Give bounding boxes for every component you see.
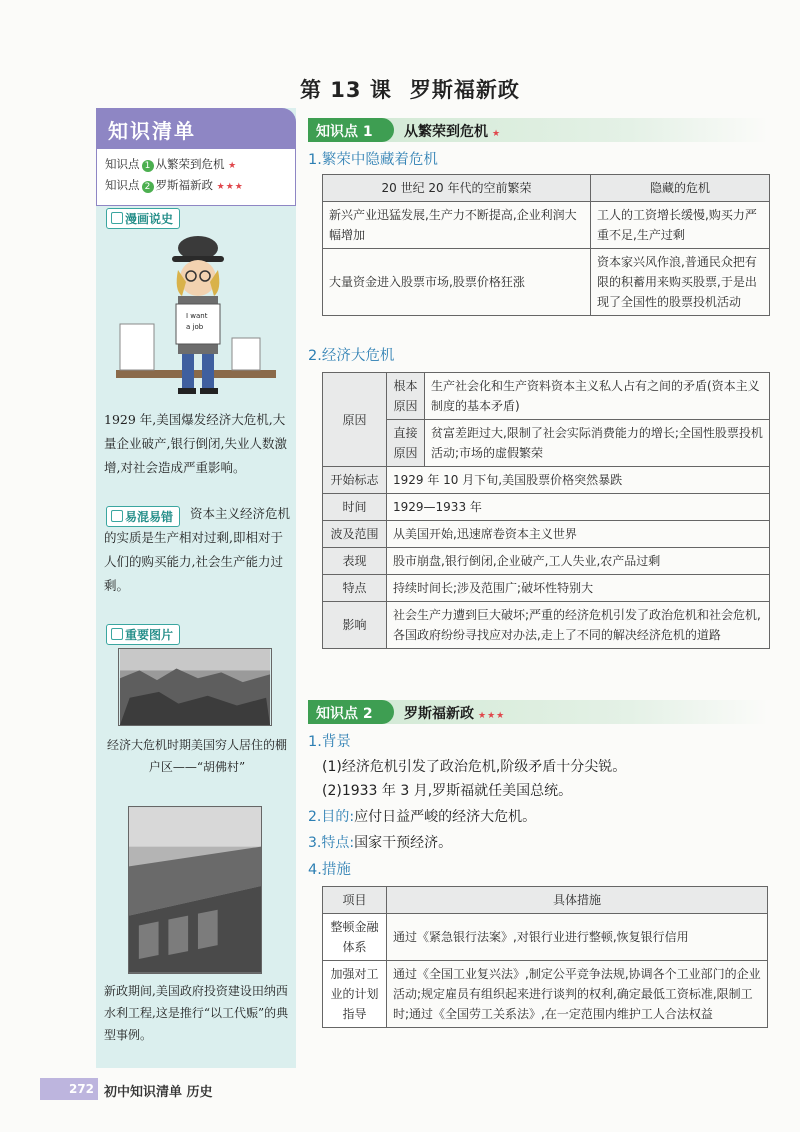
star-icon: ★ (228, 161, 238, 171)
table-cell: 从美国开始,迅速席卷资本主义世界 (387, 521, 770, 548)
kp2-section-1-title: 1.背景 (308, 734, 351, 750)
table-cell: 生产社会化和生产资料资本主义私人占有之间的矛盾(资本主义制度的基本矛盾) (425, 373, 770, 420)
table-row (323, 961, 768, 1028)
sign-left (120, 324, 154, 370)
bench (116, 370, 276, 378)
comic-text: 1929 年,美国爆发经济大危机,大量企业破产,银行倒闭,失业人数激增,对社会造成严重影响。 (104, 412, 287, 475)
table-label-cell: 开始标志 (323, 467, 387, 494)
kp2-background-2: (2)1933 年 3 月,罗斯福就任美国总统。 (322, 783, 573, 799)
comic-tag-label: 漫画说史 (125, 212, 174, 226)
table-row (323, 373, 770, 420)
table-cell: 1929 年 10 月下旬,美国股票价格突然暴跌 (387, 467, 770, 494)
table-great-depression (322, 372, 770, 649)
kp-text: 从繁荣到危机 (155, 157, 225, 171)
kp-text: 罗斯福新政 (155, 178, 213, 192)
table-label-cell: 原因 (323, 373, 387, 467)
kp2-background-1: (1)经济危机引发了政治危机,阶级矛盾十分尖锐。 (322, 759, 627, 775)
kp1-section-2-title: 2.经济大危机 (308, 348, 395, 364)
table-header-row (323, 887, 768, 914)
sidebar-heading: 知识清单 (96, 108, 296, 148)
table-header-cell: 20 世纪 20 年代的空前繁荣 (323, 175, 591, 202)
sign-right (232, 338, 260, 370)
table-label-cell: 波及范围 (323, 521, 387, 548)
table-label-cell: 时间 (323, 494, 387, 521)
comic-tag (106, 208, 180, 229)
table-cell: 社会生产力遭到巨大破坏;严重的经济危机引发了政治危机和社会危机,各国政府纷纷寻找应对办法,走上了不同的解决经济危机的道路 (387, 602, 770, 649)
sign-line-2: a job (186, 323, 204, 331)
table-row (323, 202, 770, 249)
table-cell: 股市崩盘,银行倒闭,企业破产,工人失业,农产品过剩 (387, 548, 770, 575)
lesson-number: 第 13 课 (300, 78, 392, 102)
page-title (300, 74, 600, 104)
photo-hooverville (118, 648, 272, 726)
kp2-feature (308, 832, 452, 852)
confuse-text: 资本主义经济危机的实质是生产相对过剩,即相对于人们的购买能力,社会生产能力过剩。 (104, 506, 291, 593)
sidebar-kp-item[interactable] (105, 155, 287, 176)
kp2-goal-text: 应付日益严峻的经济大危机。 (354, 809, 537, 825)
kp2-badge: 知识点 2 (308, 700, 394, 724)
page-number: 272 (40, 1078, 98, 1100)
lesson-title: 罗斯福新政 (409, 78, 520, 102)
table-cell: 持续时间长;涉及范围广;破坏性特别大 (387, 575, 770, 602)
table-row (323, 420, 770, 467)
table-label-cell: 影响 (323, 602, 387, 649)
table-label-cell: 加强对工业的计划指导 (323, 961, 387, 1028)
table-cell: 工人的工资增长缓慢,购买力严重不足,生产过剩 (591, 202, 770, 249)
table-row (323, 602, 770, 649)
table-header-row (323, 175, 770, 202)
table-sublabel-cell: 根本原因 (387, 373, 425, 420)
face-icon (180, 260, 216, 296)
page-footer (40, 1078, 340, 1100)
table-row (323, 914, 768, 961)
sign-line-1: I want (186, 312, 208, 320)
table-prosperity (322, 174, 770, 316)
table-cell: 1929—1933 年 (387, 494, 770, 521)
sidebar-kp-item[interactable] (105, 176, 287, 197)
table-row (323, 548, 770, 575)
images-tag (106, 624, 180, 645)
table-row (323, 494, 770, 521)
kp2-title-text: 罗斯福新政 (404, 706, 474, 722)
kp1-title-text: 从繁荣到危机 (404, 124, 488, 140)
kp2-title (404, 703, 505, 723)
table-label-cell: 特点 (323, 575, 387, 602)
number-badge: 1 (142, 160, 154, 172)
kp-prefix: 知识点 (105, 157, 140, 171)
table-cell: 贫富差距过大,限制了社会实际消费能力的增长;全国性股票投机活动;市场的虚假繁荣 (425, 420, 770, 467)
table-header-cell: 具体措施 (387, 887, 768, 914)
confuse-tag-label: 易混易错 (125, 510, 174, 524)
table-label-cell: 整顿金融体系 (323, 914, 387, 961)
table-cell: 资本家兴风作浪,普通民众把有限的积蓄用来购买股票,于是出现了全国性的股票投机活动 (591, 249, 770, 316)
kp1-section-1-title: 1.繁荣中隐藏着危机 (308, 152, 438, 168)
table-row (323, 521, 770, 548)
table-cell: 通过《紧急银行法案》,对银行业进行整顿,恢复银行信用 (387, 914, 768, 961)
star-icon: ★★★ (216, 182, 244, 192)
book-icon (111, 212, 123, 224)
kp1-badge: 知识点 1 (308, 118, 394, 142)
kp2-feature-text: 国家干预经济。 (354, 835, 453, 851)
table-cell: 通过《全国工业复兴法》,制定公平竞争法规,协调各个工业部门的企业活动;规定雇员有组织起来进行谈判的权利,确定最低工资标准,限制工时;通过《全国劳工关系法》,在一定范围内维护工人合法权益 (387, 961, 768, 1028)
table-row (323, 249, 770, 316)
table-new-deal-measures (322, 886, 768, 1028)
photo-dam (128, 806, 262, 974)
images-tag-label: 重要图片 (125, 628, 174, 642)
sidebar (96, 108, 296, 1068)
kp-prefix: 知识点 (105, 178, 140, 192)
star-icon: ★★★ (478, 711, 506, 721)
sidebar-kp-list (96, 148, 296, 206)
table-cell: 大量资金进入股票市场,股票价格狂涨 (323, 249, 591, 316)
table-sublabel-cell: 直接原因 (387, 420, 425, 467)
number-badge: 2 (142, 181, 154, 193)
kp2-feature-label: 3.特点: (308, 835, 355, 851)
table-row (323, 467, 770, 494)
kp2-header (308, 700, 768, 724)
star-icon: ★ (492, 129, 502, 139)
kp1-title (404, 121, 501, 141)
table-label-cell: 表现 (323, 548, 387, 575)
photo-caption-2: 新政期间,美国政府投资建设田纳西水利工程,这是推行“以工代赈”的典型事例。 (104, 984, 289, 1042)
kp2-section-4-title: 4.措施 (308, 862, 351, 878)
picture-icon (111, 628, 123, 640)
kp2-goal-label: 2.目的: (308, 809, 355, 825)
comic-illustration (116, 230, 276, 400)
table-row (323, 575, 770, 602)
kp2-goal (308, 806, 536, 826)
photo-caption-1: 经济大危机时期美国穷人居住的棚户区——“胡佛村” (106, 738, 287, 774)
book-title: 初中知识清单 历史 (104, 1085, 213, 1100)
table-header-cell: 项目 (323, 887, 387, 914)
table-header-cell: 隐藏的危机 (591, 175, 770, 202)
table-cell: 新兴产业迅猛发展,生产力不断提高,企业利润大幅增加 (323, 202, 591, 249)
kp1-header (308, 118, 768, 142)
